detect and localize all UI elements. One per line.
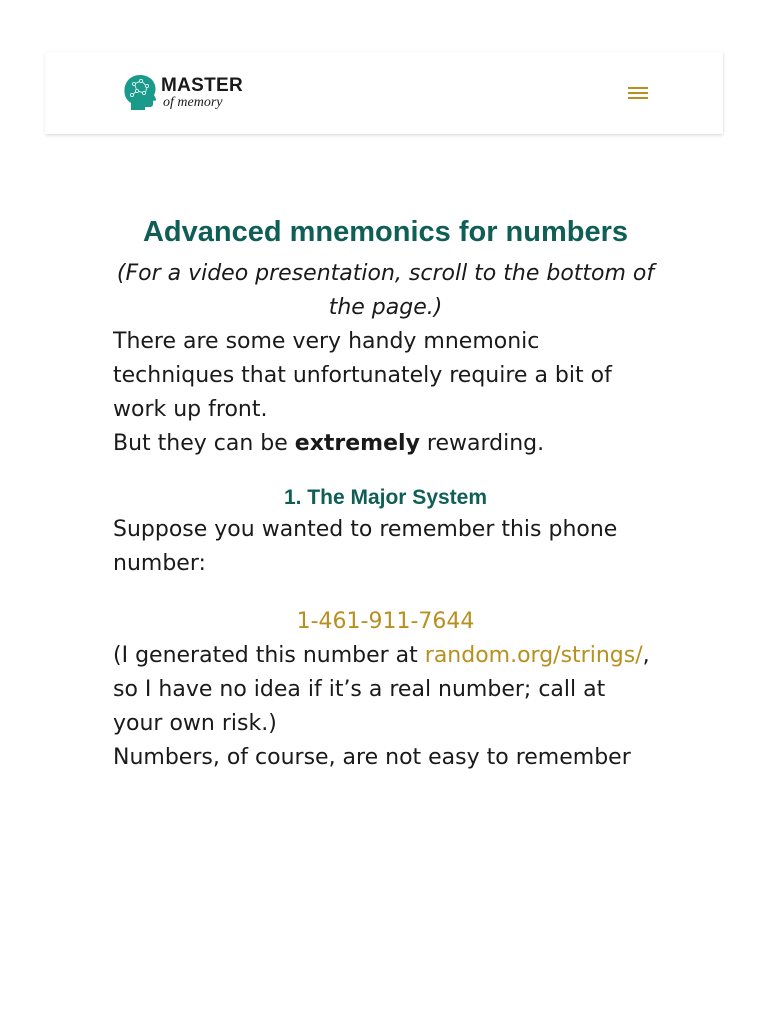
logo-title: MASTER bbox=[161, 75, 244, 96]
numbers-paragraph: Numbers, of course, are not easy to remember bbox=[113, 745, 631, 770]
note-paragraph bbox=[113, 639, 658, 741]
text-span: (I generated this number at bbox=[113, 643, 425, 668]
page-title: Advanced mnemonics for numbers bbox=[142, 216, 629, 248]
phone-intro-paragraph: Suppose you wanted to remember this phone number: bbox=[113, 517, 618, 576]
hamburger-menu-icon[interactable] bbox=[628, 84, 650, 102]
intro-paragraph: There are some very handy mnemonic techniques that unfortunately require a bit of work up front. bbox=[113, 329, 612, 422]
head-brain-icon bbox=[123, 74, 157, 112]
text-span: , so I have no idea if it’s a real number; call at your own risk.) bbox=[113, 643, 650, 736]
logo-text bbox=[161, 76, 243, 110]
random-org-link[interactable]: random.org/strings/ bbox=[424, 643, 643, 668]
page-subtitle: (For a video presentation, scroll to the bottom of the page.) bbox=[116, 261, 655, 320]
article-content bbox=[113, 214, 658, 775]
rewarding-paragraph bbox=[113, 427, 658, 461]
phone-number: 1-461-911-7644 bbox=[296, 609, 475, 634]
text-span: But they can be bbox=[113, 431, 295, 456]
site-logo[interactable] bbox=[123, 74, 243, 112]
logo-subtitle: of memory bbox=[163, 95, 223, 110]
text-span: rewarding. bbox=[419, 431, 545, 456]
site-header bbox=[45, 52, 723, 134]
section-heading-major-system: 1. The Major System bbox=[283, 486, 488, 509]
emphasis-text: extremely bbox=[294, 431, 420, 456]
